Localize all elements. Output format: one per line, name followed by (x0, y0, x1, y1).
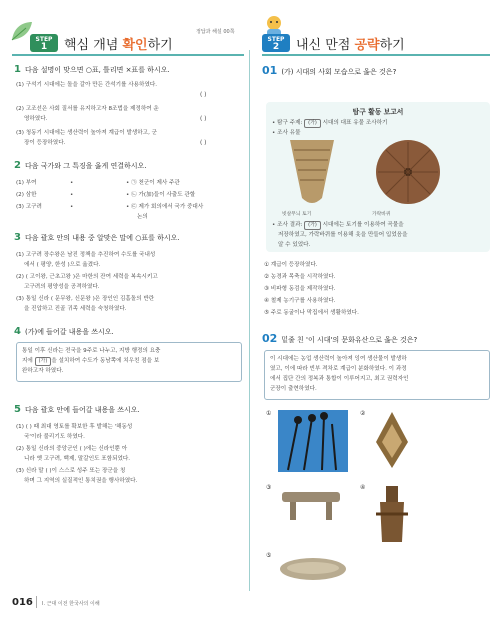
q1-answer-1[interactable]: ( ) (200, 92, 207, 98)
option-4-image[interactable] (372, 484, 412, 546)
option-label-1[interactable]: ① (266, 410, 272, 417)
footer-chapter: I. 근대 이전 한국사의 이해 (42, 601, 100, 607)
choice-3[interactable]: ③ 비파형 동검을 제작하였다. (264, 286, 336, 292)
choice-4[interactable]: ④ 철제 농기구를 사용하였다. (264, 298, 336, 304)
question-3: 3 다음 괄호 안의 내용 중 알맞은 말에 ○표를 하시오. (14, 232, 180, 243)
q5-item-2b: 니라 옛 고구려, 백제, 말갈인도 포함되었다. (24, 456, 131, 462)
option-label-3[interactable]: ③ (266, 484, 272, 491)
q5-item-2a[interactable]: (2) 통일 신라의 중앙군인 ( )에는 신라인뿐 아 (16, 446, 128, 452)
q2-right-1: • ㉠ 천군이 제사 주관 (126, 180, 180, 186)
question-01: 01 (가) 시대의 사회 모습으로 옳은 것은? (262, 64, 397, 77)
q5-item-1b: 국'이라 불리기도 하였다. (24, 434, 85, 440)
report-relic: • 조사 유물 (272, 130, 301, 136)
step-1-badge (30, 24, 58, 54)
report-title: 탐구 활동 보고서 (352, 108, 404, 116)
option-label-5[interactable]: ⑤ (266, 552, 272, 559)
q2-left-3: (3) 고구려 (16, 204, 42, 210)
q3-item-2a: (2) ( 고이왕, 근초고왕 )은 마한의 잔여 세력을 복속시키고 (16, 274, 158, 280)
q2-right-3b: 논의 (137, 214, 148, 220)
dot[interactable]: • (70, 204, 74, 210)
answer-note: 정답과 해설 00쪽 (196, 29, 235, 35)
question-1: 1 다음 설명이 맞으면 ○표, 틀리면 ×표를 하시오. (14, 64, 170, 75)
option-1-image[interactable] (278, 410, 348, 472)
page-number: 016 (12, 597, 33, 608)
q1-answer-3[interactable]: ( ) (200, 140, 207, 146)
q1-item-3b: 장이 등장하였다. (24, 140, 66, 146)
choice-5[interactable]: ⑤ 주로 동굴이나 막집에서 생활하였다. (264, 310, 359, 316)
q3-item-3b: 을 진압하고 진골 귀족 세력을 숙청하였다. (24, 306, 127, 312)
question-5: 5 다음 괄호 안에 들어갈 내용을 쓰시오. (14, 404, 140, 415)
dot[interactable]: • (70, 180, 74, 186)
spindle-whorl-image (372, 136, 444, 208)
step-2-badge (262, 24, 290, 54)
footer-divider (36, 596, 37, 608)
q2-left-1: (1) 부여 (16, 180, 37, 186)
q1-item-2b: 영하였다. (24, 116, 48, 122)
option-5-image[interactable] (278, 556, 348, 582)
q5-item-1a[interactable]: (1) ( ) 때 최대 영토를 확보한 후 발해는 '해동성 (16, 424, 133, 430)
q02-source-box: 이 시대에는 농업 생산력이 높아져 잉여 생산물이 발생하 였고, 이에 따라 빈부 격차로 계급이 분화하였다. 이 과정 에서 집단 간의 정복과 통합이 이루어지고, 최고 권력자인 군장이 출현하였다. (264, 350, 490, 400)
report-result-2: 저장하였고, 가락바퀴를 이용해 옷을 만들어 입었음을 (278, 232, 408, 238)
question-4: 4 (가)에 들어갈 내용을 쓰시오. (14, 326, 114, 337)
question-2: 2 다음 국가와 그 특징을 옳게 연결하시오. (14, 160, 147, 171)
page-title-left: 핵심 개념 확인하기 (64, 38, 173, 53)
q1-item-2a: (2) 고조선은 사회 질서를 유지하고자 8조법을 제정하여 운 (16, 106, 159, 112)
q2-right-2: • ㉡ 가(加)들이 사출도 관할 (126, 192, 196, 198)
step-label: STEP (35, 36, 53, 43)
q3-item-1a: (1) 고구려 장수왕은 남진 정책을 추진하여 수도를 국내성 (16, 252, 156, 258)
q1-item-1: (1) 구석기 시대에는 돌을 갈아 만든 간석기를 사용하였다. (16, 82, 158, 88)
report-topic: • 탐구 주제: (가) 시대의 대표 유물 조사하기 (272, 120, 388, 126)
option-label-2[interactable]: ② (360, 410, 366, 417)
pottery-image (282, 138, 342, 208)
q1-answer-2[interactable]: ( ) (200, 116, 207, 122)
option-3-image[interactable] (278, 484, 344, 524)
report-result-1: • 조사 결과: (가) 시대에는 토기를 이용하여 곡물을 (272, 222, 404, 228)
q1-item-3a: (3) 청동기 시대에는 생산력이 높아져 계급이 발생하고, 군 (16, 130, 158, 136)
caption-spindle: 가락바퀴 (372, 212, 391, 217)
q2-left-2: (2) 삼한 (16, 192, 37, 198)
q3-item-1b: 에서 ( 평양, 한성 )으로 옮겼다. (24, 262, 101, 268)
q2-right-3: • ㉢ 제가 회의에서 국가 중대사 (126, 204, 204, 210)
q5-item-3b: 하며 그 지역의 실질적인 통치권을 행사하였다. (24, 478, 138, 484)
question-02: 02 밑줄 친 '이 시대'의 문화유산으로 옳은 것은? (262, 332, 418, 345)
caption-pottery: 빗살무늬 토기 (282, 212, 312, 217)
step-number: 2 (272, 42, 280, 52)
header-rule-right (262, 54, 490, 56)
choice-1[interactable]: ① 계급이 등장하였다. (264, 262, 318, 268)
q4-source-box: 통일 이후 신라는 전국을 9주로 나누고, 지방 행정의 요충 지에 (가) 을 설치하여 수도가 동남쪽에 치우친 점을 보 완하고자 하였다. (16, 342, 242, 382)
blank-ga: (가) (35, 357, 52, 366)
step-number: 1 (40, 42, 48, 52)
option-2-image[interactable] (372, 410, 412, 470)
q5-item-3a[interactable]: (3) 신라 말 ( )이 스스로 성주 또는 장군을 칭 (16, 468, 126, 474)
report-result-3: 알 수 있었다. (278, 242, 311, 248)
q3-item-2b: 고구려의 평양성을 공격하였다. (24, 284, 100, 290)
q3-item-3a: (3) 통일 신라 ( 문무왕, 신문왕 )은 장인인 김흠돌의 반란 (16, 296, 155, 302)
step-label: STEP (267, 36, 285, 43)
option-label-4[interactable]: ④ (360, 484, 366, 491)
dot[interactable]: • (70, 192, 74, 198)
column-divider (249, 50, 250, 591)
choice-2[interactable]: ② 농경과 목축을 시작하였다. (264, 274, 336, 280)
header-rule-left (12, 54, 244, 56)
page-title-right: 내신 만점 공략하기 (296, 38, 405, 53)
